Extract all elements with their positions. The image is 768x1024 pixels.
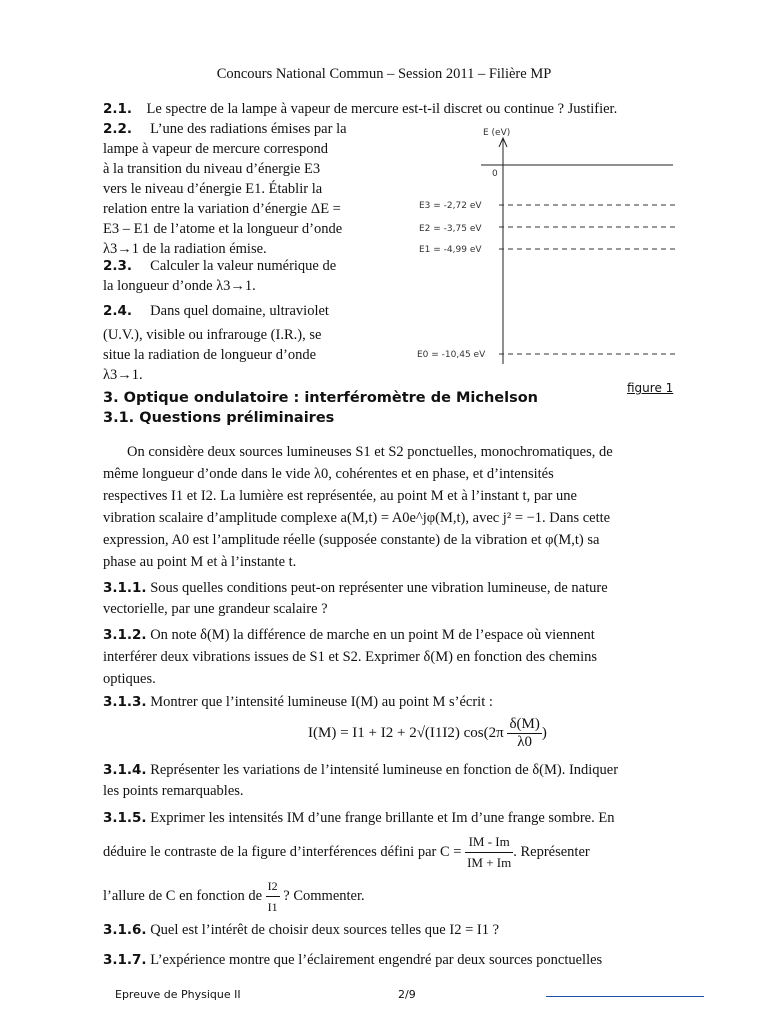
fraction-denominator: IM + Im	[467, 855, 512, 870]
page-header: Concours National Commun – Session 2011 – Filière MP	[216, 66, 552, 82]
question-number: 2.3.	[103, 258, 133, 274]
question-number: 3.1.6.	[103, 922, 147, 938]
subsection-title: 3.1. Questions préliminaires	[103, 410, 335, 426]
question-number: 2.1.	[103, 101, 133, 117]
question-3-1-6	[103, 920, 733, 940]
fraction-denominator: λ0	[517, 734, 533, 750]
question-3-1-2	[103, 624, 733, 690]
text-line: On considère deux sources lumineuses S1 et S2 ponctuelles, monochromatiques, de	[127, 444, 613, 460]
text-line: On note δ(M) la différence de marche en un point M de l’espace où viennent	[150, 627, 595, 643]
question-number: 3.1.2.	[103, 627, 147, 643]
page-number: 2/9	[398, 988, 416, 1001]
question-text: Quel est l’intérêt de choisir deux sources telles que I2 = I1 ?	[150, 922, 500, 938]
text-line: respectives I1 et I2. La lumière est représentée, au point M et à l’instant t, par une	[103, 488, 577, 504]
question-2-2	[103, 119, 393, 259]
fraction-numerator: δ(M)	[509, 716, 540, 732]
ratio-fraction	[266, 876, 280, 917]
text-line: λ3→1.	[103, 367, 143, 383]
footer-exam-title: Epreuve de Physique II	[115, 988, 241, 1001]
text-line: expression, A0 est l’amplitude réelle (supposée constante) de la vibration et φ(M,t) sa	[103, 532, 600, 548]
question-number: 3.1.4.	[103, 762, 147, 778]
text-line: lampe à vapeur de mercure correspond	[103, 141, 329, 157]
question-3-1-4	[103, 760, 733, 802]
contrast-fraction	[465, 832, 513, 873]
contrast-plot-question	[103, 876, 733, 917]
text-line: vectorielle, par une grandeur scalaire ?	[103, 601, 328, 617]
question-2-4	[103, 301, 393, 385]
figure-caption: figure 1	[627, 381, 674, 395]
question-number: 3.1.7.	[103, 952, 147, 968]
text-line: (U.V.), visible ou infrarouge (I.R.), se	[103, 327, 322, 343]
text-line: ? Commenter.	[283, 887, 365, 904]
level-label-e0: E0 = -10,45 eV	[417, 350, 486, 360]
question-2-3	[103, 256, 393, 296]
question-number: 2.2.	[103, 121, 133, 137]
fraction-numerator: I2	[266, 876, 280, 897]
formula-close: )	[541, 724, 547, 741]
text-line: . Représenter	[513, 843, 590, 860]
question-3-1-5	[103, 808, 733, 828]
text-line: relation entre la variation d’énergie ΔE =	[103, 201, 341, 217]
fraction-denominator: I1	[267, 900, 278, 914]
text-line: Dans quel domaine, ultraviolet	[150, 303, 329, 319]
axis-label: E (eV)	[483, 128, 511, 138]
text-line: situe la radiation de longueur d’onde	[103, 347, 317, 363]
text-line: l’allure de C en fonction de	[103, 887, 263, 904]
section-title: 3. Optique ondulatoire : interféromètre de Michelson	[103, 390, 538, 406]
text-line: à la transition du niveau d’énergie E3	[103, 161, 321, 177]
zero-label: 0	[492, 169, 498, 179]
level-label-e3: E3 = -2,72 eV	[419, 201, 482, 211]
question-3-1-7	[103, 950, 733, 970]
text-line: déduire le contraste de la figure d’interférences défini par C =	[103, 843, 462, 860]
question-3-1-3	[103, 692, 733, 712]
question-number: 3.1.1.	[103, 580, 147, 596]
text-line: λ3→1 de la radiation émise.	[103, 241, 267, 257]
formula-lhs: I(M) = I1 + I2 + 2√(I1I2) cos(2π	[308, 724, 504, 741]
text-line: optiques.	[103, 671, 156, 687]
question-2-1	[103, 99, 733, 119]
question-number: 2.4.	[103, 303, 133, 319]
level-label-e2: E2 = -3,75 eV	[419, 224, 482, 234]
text-line: vers le niveau d’énergie E1. Établir la	[103, 181, 323, 197]
formula-fraction	[507, 716, 541, 751]
text-line: les points remarquables.	[103, 783, 244, 799]
level-label-e1: E1 = -4,99 eV	[419, 245, 482, 255]
text-line: Représenter les variations de l’intensité lumineuse en fonction de δ(M). Indiquer	[150, 762, 619, 778]
energy-level-diagram	[405, 120, 695, 400]
text-line: même longueur d’onde dans le vide λ0, cohérentes et en phase, et d’intensités	[103, 466, 554, 482]
text-line: Calculer la valeur numérique de	[150, 258, 337, 274]
text-line: la longueur d’onde λ3→1.	[103, 278, 256, 294]
text-line: Sous quelles conditions peut-on représenter une vibration lumineuse, de nature	[150, 580, 608, 596]
question-text: L’expérience montre que l’éclairement engendré par deux sources ponctuelles	[150, 952, 603, 968]
question-number: 3.1.5.	[103, 810, 147, 826]
question-text: Montrer que l’intensité lumineuse I(M) au point M s’écrit :	[150, 694, 493, 710]
text-line: Exprimer les intensités IM d’une frange brillante et Im d’une frange sombre. En	[150, 810, 615, 826]
contrast-definition	[103, 832, 743, 873]
text-line: phase au point M et à l’instante t.	[103, 554, 297, 570]
text-line: E3 – E1 de l’atome et la longueur d’onde	[103, 221, 343, 237]
question-number: 3.1.3.	[103, 694, 147, 710]
text-line: L’une des radiations émises par la	[150, 121, 347, 137]
footer-rule	[546, 996, 704, 997]
question-3-1-1	[103, 578, 733, 620]
question-text: Le spectre de la lampe à vapeur de mercure est-t-il discret ou continue ? Justifier.	[146, 101, 618, 117]
text-line: vibration scalaire d’amplitude complexe a(M,t) = A0e^jφ(M,t), avec j² = −1. Dans cette	[103, 510, 611, 526]
text-line: interférer deux vibrations issues de S1 et S2. Exprimer δ(M) en fonction des chemins	[103, 649, 598, 665]
intensity-formula	[308, 716, 547, 751]
fraction-numerator: IM - Im	[465, 832, 513, 853]
intro-paragraph	[103, 441, 733, 573]
